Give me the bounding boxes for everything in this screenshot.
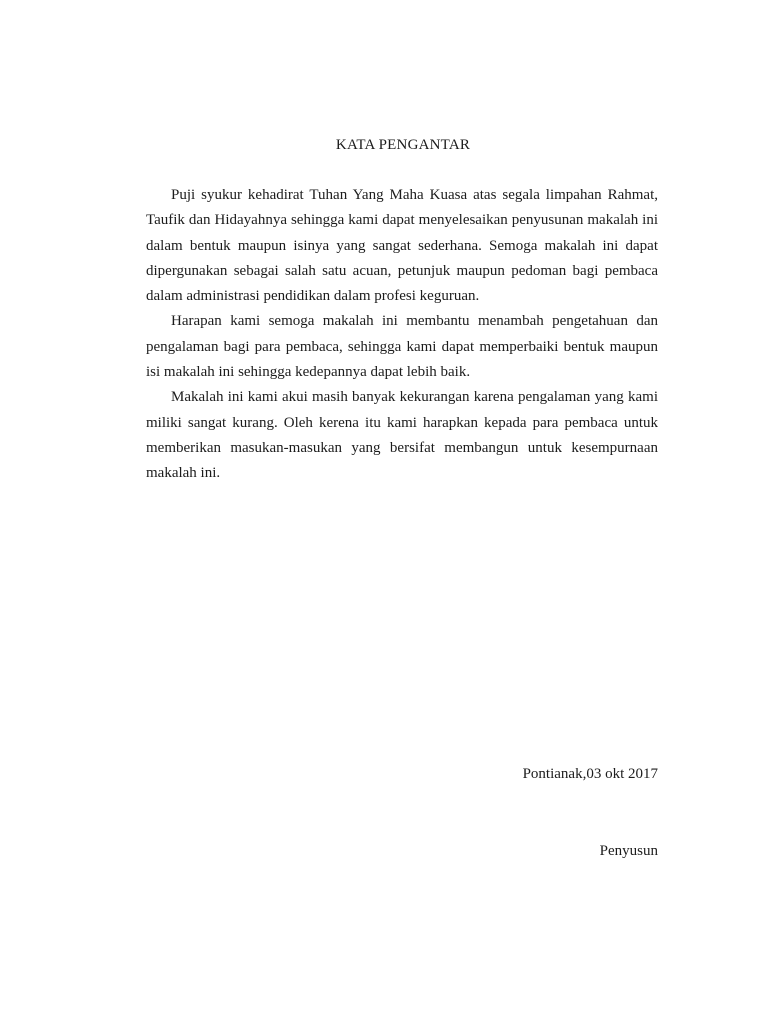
paragraph-1: Puji syukur kehadirat Tuhan Yang Maha Kuasa atas segala limpahan Rahmat, Taufik dan Hidayahnya sehingga kami dapat menyelesaikan penyusunan makalah ini dalam bentuk maupun isinya yang sangat sederhana. Semoga makalah ini dapat dipergunakan sebagai salah satu acuan, petunjuk maupun pedoman bagi pembaca dalam administrasi pendidikan dalam profesi keguruan. [146, 187, 658, 305]
page-title: KATA PENGANTAR [335, 137, 471, 153]
place-date: Pontianak,03 okt 2017 [522, 766, 658, 782]
paragraph-2: Harapan kami semoga makalah ini membantu menambah pengetahuan dan pengalaman bagi para pembaca, sehingga kami dapat memperbaiki bentuk maupun isi makalah ini sehingga kedepannya dapat lebih baik. [146, 313, 658, 381]
paragraph-3: Makalah ini kami akui masih banyak kekurangan karena pengalaman yang kami miliki sangat kurang. Oleh kerena itu kami harapkan kepada para pembaca untuk memberikan masukan-masukan yang bersifat membangun untuk kesempurnaan makalah ini. [146, 389, 658, 482]
body-text [146, 183, 658, 487]
author-signature-label: Penyusun [599, 843, 658, 859]
